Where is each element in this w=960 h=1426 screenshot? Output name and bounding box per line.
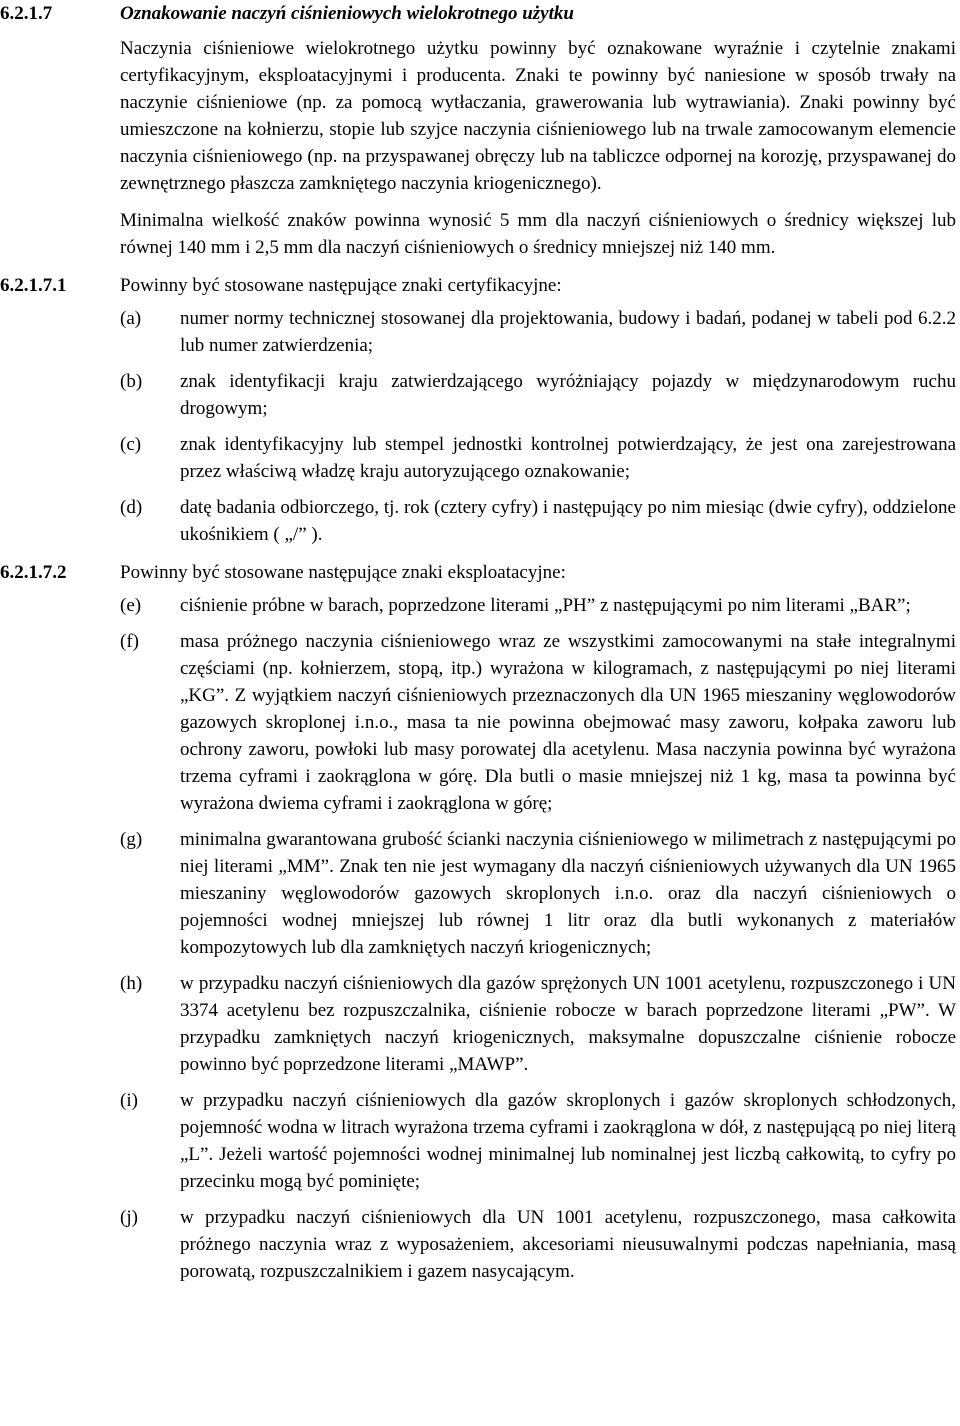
list-item bbox=[120, 970, 956, 1078]
list-item bbox=[120, 368, 956, 422]
list-item bbox=[120, 628, 956, 817]
list-item-letter: (d) bbox=[120, 497, 143, 518]
list-item-text: w przypadku naczyń ciśnieniowych dla gazów sprężonych UN 1001 acetylenu, rozpuszczonego i UN 3374 acetylenu bez rozpuszczalnika, ciśnienie robocze w barach poprzedzone literami „PW”. W przypadku zamkniętych naczyń kriogenicznych, maksymalne dopuszczalne ciśnienie robocze powinno być poprzedzone literami „MAWP”. bbox=[180, 973, 956, 1075]
list-item-text: w przypadku naczyń ciśnieniowych dla UN 1001 acetylenu, rozpuszczonego, masa całkowita próżnego naczynia wraz z wyposażeniem, akcesoriami nieusuwalnymi podczas napełniania, masą porowatą, rozpuszczalnikiem i gazem nasycającym. bbox=[180, 1207, 956, 1282]
list-item-text: datę badania odbiorczego, tj. rok (cztery cyfry) i następujący po nim miesiąc (dwie cyfry), oddzielone ukośnikiem ( „/” ). bbox=[180, 497, 956, 545]
subsection-operational-marks bbox=[0, 559, 956, 586]
list-item bbox=[120, 1204, 956, 1285]
list-item-text: minimalna gwarantowana grubość ścianki naczynia ciśnieniowego w milimetrach z następującymi po niej literami „MM”. Znak ten nie jest wymagany dla naczyń ciśnieniowych używanych dla UN 1965 mieszaniny węglowodorów gazowych skroplonych i.n.o. oraz dla naczyń ciśnieniowych o pojemności wodnej mniejszej lub równej 1 litr oraz dla butli wykonanych z materiałów kompozytowych lub dla zamkniętych naczyń kriogenicznych; bbox=[180, 829, 956, 958]
list-item-letter: (i) bbox=[120, 1090, 138, 1111]
list-item-text: w przypadku naczyń ciśnieniowych dla gazów skroplonych i gazów skroplonych schłodzonych, pojemność wodna w litrach wyrażona trzema cyframi i zaokrąglona w dół, z następującą po niej literą „L”. Jeżeli wartość pojemności wodnej minimalnej lub nominalnej jest liczbą całkowitą, to cyfry po przecinku mogą być pominięte; bbox=[180, 1090, 956, 1192]
section-heading bbox=[0, 0, 956, 27]
paragraph-minimum-size: Minimalna wielkość znaków powinna wynosić 5 mm dla naczyń ciśnieniowych o średnicy większej lub równej 140 mm i 2,5 mm dla naczyń ciśnieniowych o średnicy mniejszej niż 140 mm. bbox=[120, 210, 956, 258]
section-number: 6.2.1.7 bbox=[0, 3, 53, 24]
list-item-text: znak identyfikacyjny lub stempel jednostki kontrolnej potwierdzający, że jest ona zarejestrowana przez właściwą władzę kraju autoryzującego oznakowanie; bbox=[180, 434, 956, 482]
list-item-text: znak identyfikacji kraju zatwierdzającego wyróżniający pojazdy w międzynarodowym ruchu drogowym; bbox=[180, 371, 956, 419]
list-item bbox=[120, 431, 956, 485]
list-item bbox=[120, 1087, 956, 1195]
subsection-intro: Powinny być stosowane następujące znaki eksploatacyjne: bbox=[120, 562, 566, 583]
list-item bbox=[120, 305, 956, 359]
section-title: Oznakowanie naczyń ciśnieniowych wielokrotnego użytku bbox=[120, 3, 574, 24]
subsection-certification-marks bbox=[0, 272, 956, 299]
list-item-text: ciśnienie próbne w barach, poprzedzone literami „PH” z następującymi po nim literami „BAR”; bbox=[180, 595, 911, 616]
list-item-letter: (a) bbox=[120, 308, 142, 329]
list-item-letter: (b) bbox=[120, 371, 143, 392]
list-item-letter: (g) bbox=[120, 829, 143, 850]
list-item-letter: (f) bbox=[120, 631, 139, 652]
list-item-letter: (h) bbox=[120, 973, 143, 994]
subsection-number: 6.2.1.7.2 bbox=[0, 562, 67, 583]
list-item-text: numer normy technicznej stosowanej dla projektowania, budowy i badań, podanej w tabeli pod 6.2.2 lub numer zatwierdzenia; bbox=[180, 308, 956, 356]
list-item bbox=[120, 826, 956, 961]
list-item-letter: (c) bbox=[120, 434, 142, 455]
list-item-text: masa próżnego naczynia ciśnieniowego wraz ze wszystkimi zamocowanymi na stałe integralnymi częściami (np. kołnierzem, stopą, itp.) wyrażona w kilogramach, z następującymi po niej literami „KG”. Z wyjątkiem naczyń ciśnieniowych przeznaczonych dla UN 1965 mieszaniny węglowodorów gazowych skroplonej i.n.o., masa ta nie powinna obejmować masy zaworu, kołpaka zaworu lub ochrony zaworu, powłoki lub masy porowatej dla acetylenu. Masa naczynia powinna być wyrażona trzema cyframi i zaokrąglona w górę. Dla butli o masie mniejszej niż 1 kg, masa ta powinna być wyrażona dwiema cyframi i zaokrąglona w górę; bbox=[180, 631, 956, 814]
subsection-number: 6.2.1.7.1 bbox=[0, 275, 67, 296]
subsection-intro: Powinny być stosowane następujące znaki certyfikacyjne: bbox=[120, 275, 562, 296]
list-item bbox=[120, 592, 956, 619]
list-item-letter: (j) bbox=[120, 1207, 138, 1228]
list-item bbox=[120, 494, 956, 548]
paragraph-marking-requirements: Naczynia ciśnieniowe wielokrotnego użytku powinny być oznakowane wyraźnie i czytelnie znakami certyfikacyjnym, eksploatacyjnymi i producenta. Znaki te powinny być naniesione w sposób trwały na naczynie ciśnieniowe (np. za pomocą wytłaczania, grawerowania lub wytrawiania). Znaki powinny być umieszczone na kołnierzu, stopie lub szyjce naczynia ciśnieniowego lub na trwale zamocowanym elemencie naczynia ciśnieniowego (np. na przyspawanej obręczy lub na tabliczce odpornej na korozję, przyspawanej do zewnętrznego płaszcza zamkniętego naczynia kriogenicznego). bbox=[120, 38, 956, 194]
list-item-letter: (e) bbox=[120, 595, 142, 616]
